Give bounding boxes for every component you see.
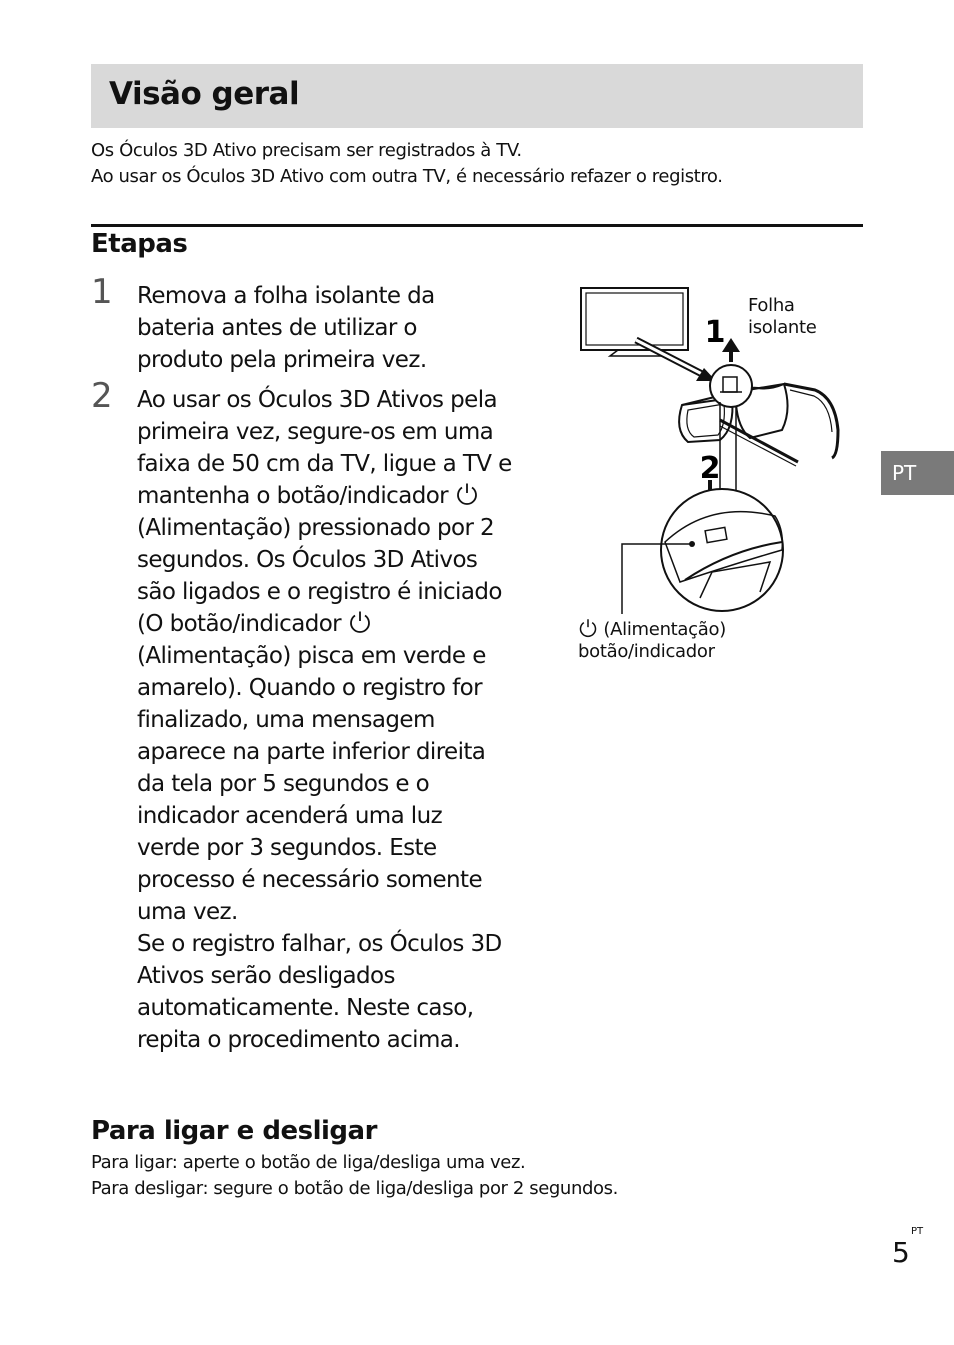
intro-paragraph — [91, 138, 881, 190]
step-line — [137, 480, 557, 512]
registration-illustration — [570, 280, 860, 680]
step-line: uma vez. — [137, 899, 238, 925]
step-line: finalizado, uma mensagem — [137, 707, 435, 733]
page-number-superscript: PT — [911, 1226, 924, 1237]
power-icon — [578, 618, 598, 638]
step-line: faixa de 50 cm da TV, ligue a TV e — [137, 451, 512, 477]
step-line: repita o procedimento acima. — [137, 1027, 460, 1053]
step-number-2: 2 — [91, 376, 113, 416]
step-line: automaticamente. Neste caso, — [137, 995, 474, 1021]
page-number: 5 — [892, 1236, 910, 1269]
toggle-heading: Para ligar e desligar — [91, 1116, 377, 1146]
tv-icon — [581, 288, 688, 356]
section-divider — [91, 224, 863, 227]
figure-step-2-label: 2 — [699, 451, 721, 486]
section-title-bar — [91, 64, 863, 128]
steps-heading: Etapas — [91, 229, 188, 259]
step-2-text — [137, 384, 557, 1056]
step-line: verde por 3 segundos. Este — [137, 835, 437, 861]
step-line: produto pela primeira vez. — [137, 347, 427, 373]
step-line-text: mantenha o botão/indicador — [137, 483, 449, 509]
insulating-sheet-label — [748, 295, 817, 339]
step-line: indicador acenderá uma luz — [137, 803, 443, 829]
figure-step-1-label: 1 — [704, 315, 726, 350]
step-line: primeira vez, segure-os em uma — [137, 419, 494, 445]
step-line — [137, 608, 557, 640]
step-line: (Alimentação) pressionado por 2 — [137, 515, 495, 541]
step-line: aparece na parte inferior direita — [137, 739, 486, 765]
step-1-text — [137, 280, 557, 376]
step-line: (Alimentação) pisca em verde e — [137, 643, 486, 669]
step-line: da tela por 5 segundos e o — [137, 771, 430, 797]
step-line: são ligados e o registro é iniciado — [137, 579, 502, 605]
step-line: bateria antes de utilizar o — [137, 315, 417, 341]
intro-line: Os Óculos 3D Ativo precisam ser registrados à TV. — [91, 140, 522, 161]
label-line — [578, 618, 726, 641]
step-line: Ativos serão desligados — [137, 963, 395, 989]
power-button-label — [578, 618, 726, 663]
step-line: Ao usar os Óculos 3D Ativos pela — [137, 387, 497, 413]
intro-line: Ao usar os Óculos 3D Ativo com outra TV, é necessário refazer o registro. — [91, 166, 723, 187]
toggle-instructions — [91, 1150, 618, 1202]
toggle-line: Para ligar: aperte o botão de liga/desliga uma vez. — [91, 1152, 526, 1173]
label-text: (Alimentação) — [603, 619, 726, 640]
label-line: Folha — [748, 295, 795, 316]
step-line: Remova a folha isolante da — [137, 283, 435, 309]
toggle-line: Para desligar: segure o botão de liga/desliga por 2 segundos. — [91, 1178, 618, 1199]
step-number-1: 1 — [91, 272, 113, 312]
power-icon — [348, 610, 372, 634]
step-line: processo é necessário somente — [137, 867, 482, 893]
step-line: Se o registro falhar, os Óculos 3D — [137, 931, 502, 957]
step-line: segundos. Os Óculos 3D Ativos — [137, 547, 478, 573]
label-line: botão/indicador — [578, 641, 715, 662]
language-tab: PT — [881, 451, 954, 495]
label-line: isolante — [748, 317, 817, 338]
step-line-text: (O botão/indicador — [137, 611, 342, 637]
page-title: Visão geral — [109, 76, 300, 112]
step-line: amarelo). Quando o registro for — [137, 675, 482, 701]
power-icon — [455, 482, 479, 506]
